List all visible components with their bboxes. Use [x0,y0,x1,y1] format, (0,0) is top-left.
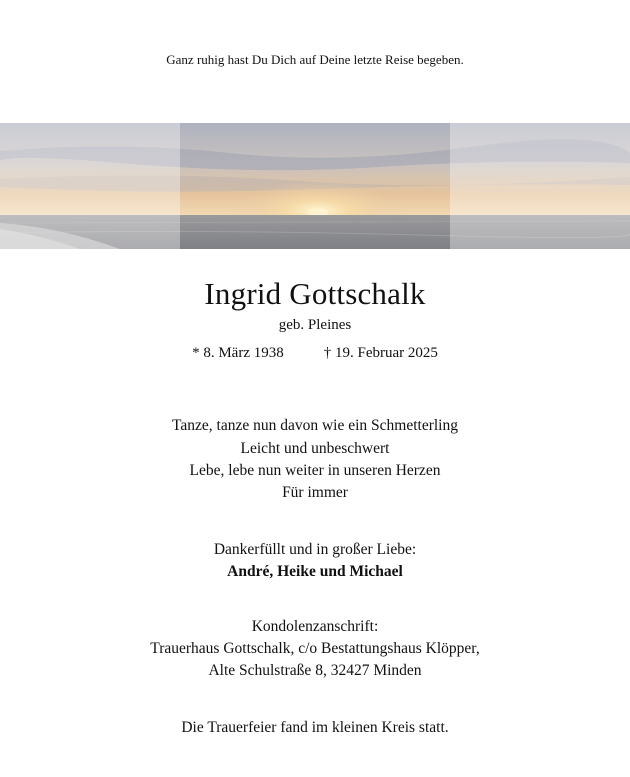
poem-line: Lebe, lebe nun weiter in unseren Herzen [189,462,441,479]
family-names: André, Heike und Michael [227,563,403,580]
motto-text: Ganz ruhig hast Du Dich auf Deine letzte Reise begeben. [166,52,464,67]
poem-line: Tanze, tanze nun davon wie ein Schmetterling [172,417,458,434]
death-date: † 19. Februar 2025 [323,345,438,361]
condolence-heading: Kondolenzanschrift: [251,618,379,635]
maiden-name: geb. Pleines [278,317,352,333]
condolence-address-line: Alte Schulstraße 8, 32427 Minden [208,662,422,679]
funeral-note: Die Trauerfeier fand im kleinen Kreis statt. [181,719,449,736]
birth-date: * 8. März 1938 [192,345,284,361]
sunset-banner-image [0,123,630,249]
condolence-address-line: Trauerhaus Gottschalk, c/o Bestattungshaus Klöpper, [150,640,480,657]
life-dates [0,345,630,362]
poem-line: Für immer [282,484,348,501]
deceased-name: Ingrid Gottschalk [204,276,426,311]
poem-line: Leicht und unbeschwert [240,440,390,457]
thanks-line: Dankerfüllt und in großer Liebe: [213,541,417,558]
